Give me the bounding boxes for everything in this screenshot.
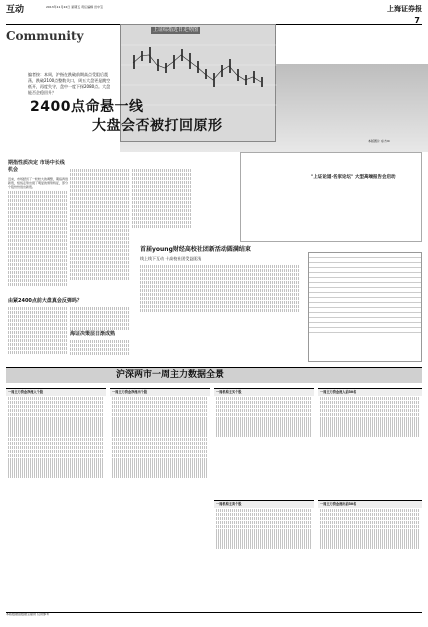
side-title: "上证论道·名家论坛" 大型高端报告会启动 [311, 175, 396, 180]
col-mid-lower [70, 306, 130, 356]
page-header [6, 3, 422, 25]
data-table-3 [214, 388, 314, 498]
young-text [140, 264, 300, 313]
lead-paragraph [28, 72, 112, 96]
left-column [8, 160, 68, 287]
col-left-lower [8, 306, 68, 355]
left-column-text: 近来，市场经历了一轮较大的调整，期指再创新低，短线走势出现了明显的弱势特征，部分个股纷纷创出新低。 [8, 176, 69, 190]
lead-text: 编者按：本周，沪指在跌破前期高点受阻后震荡，跌破2100点整数关口，周五大盘更是跳空低开，再度失守，盘中一度下探2080点。大盘能否企稳回升？ [28, 72, 111, 95]
paper-name: 上海证券报 [387, 5, 422, 13]
table-6-title: 一周主力资金流出前30名 [318, 501, 422, 508]
table-1-title: 一周主力资金净流入个股 [6, 389, 106, 396]
table-4-title: 一周机构主卖个股 [214, 501, 314, 508]
table-3-title: 一周机构主买个股 [214, 389, 314, 396]
data-table-5 [318, 388, 422, 498]
footer-text: 本版数据由数据宝提供 仅供参考 [6, 612, 49, 616]
community-label: Community [6, 29, 84, 43]
banner-title: 沪深两市一周主力数据全景 [116, 370, 225, 380]
data-table-1 [6, 388, 106, 608]
chart-caption: 上证综指近日走势图 [153, 27, 199, 33]
young-subtitle: 线上线下互动 十高校社团受益匪浅 [140, 256, 202, 261]
section-label: 互动 [6, 5, 25, 15]
side-box [240, 152, 422, 242]
data-banner [6, 367, 422, 383]
page-number: 7 [414, 16, 420, 25]
table-5-title: 一周主力资金流入前30名 [318, 389, 422, 396]
side-table [308, 252, 422, 362]
mid-title: 海证决策层日渐成熟 [70, 331, 116, 337]
col2 [70, 168, 130, 281]
data-table-2 [110, 388, 210, 608]
left-column-title: 期指性质决定 市场中长线机会 [8, 160, 65, 174]
date-line: 2013年11月22日 星期五 责任编辑 田中宝 [46, 5, 104, 9]
table-2-title: 一周主力资金净流出个股 [110, 389, 210, 396]
data-table-6 [318, 500, 422, 608]
col3 [132, 168, 192, 229]
data-table-4 [214, 500, 314, 608]
photo-credit: 本版图片 东方IC [368, 139, 390, 143]
young-title: 首届young财经高校社团新活动圆满结束 [140, 246, 251, 253]
headline-line-1: 2400点命悬一线 [30, 99, 144, 115]
headline-line-2: 大盘会否被打回原形 [92, 118, 223, 134]
page-footer [6, 612, 422, 624]
left-subtitle: 由紧2400点前大盘真会反弹吗？ [8, 298, 82, 304]
